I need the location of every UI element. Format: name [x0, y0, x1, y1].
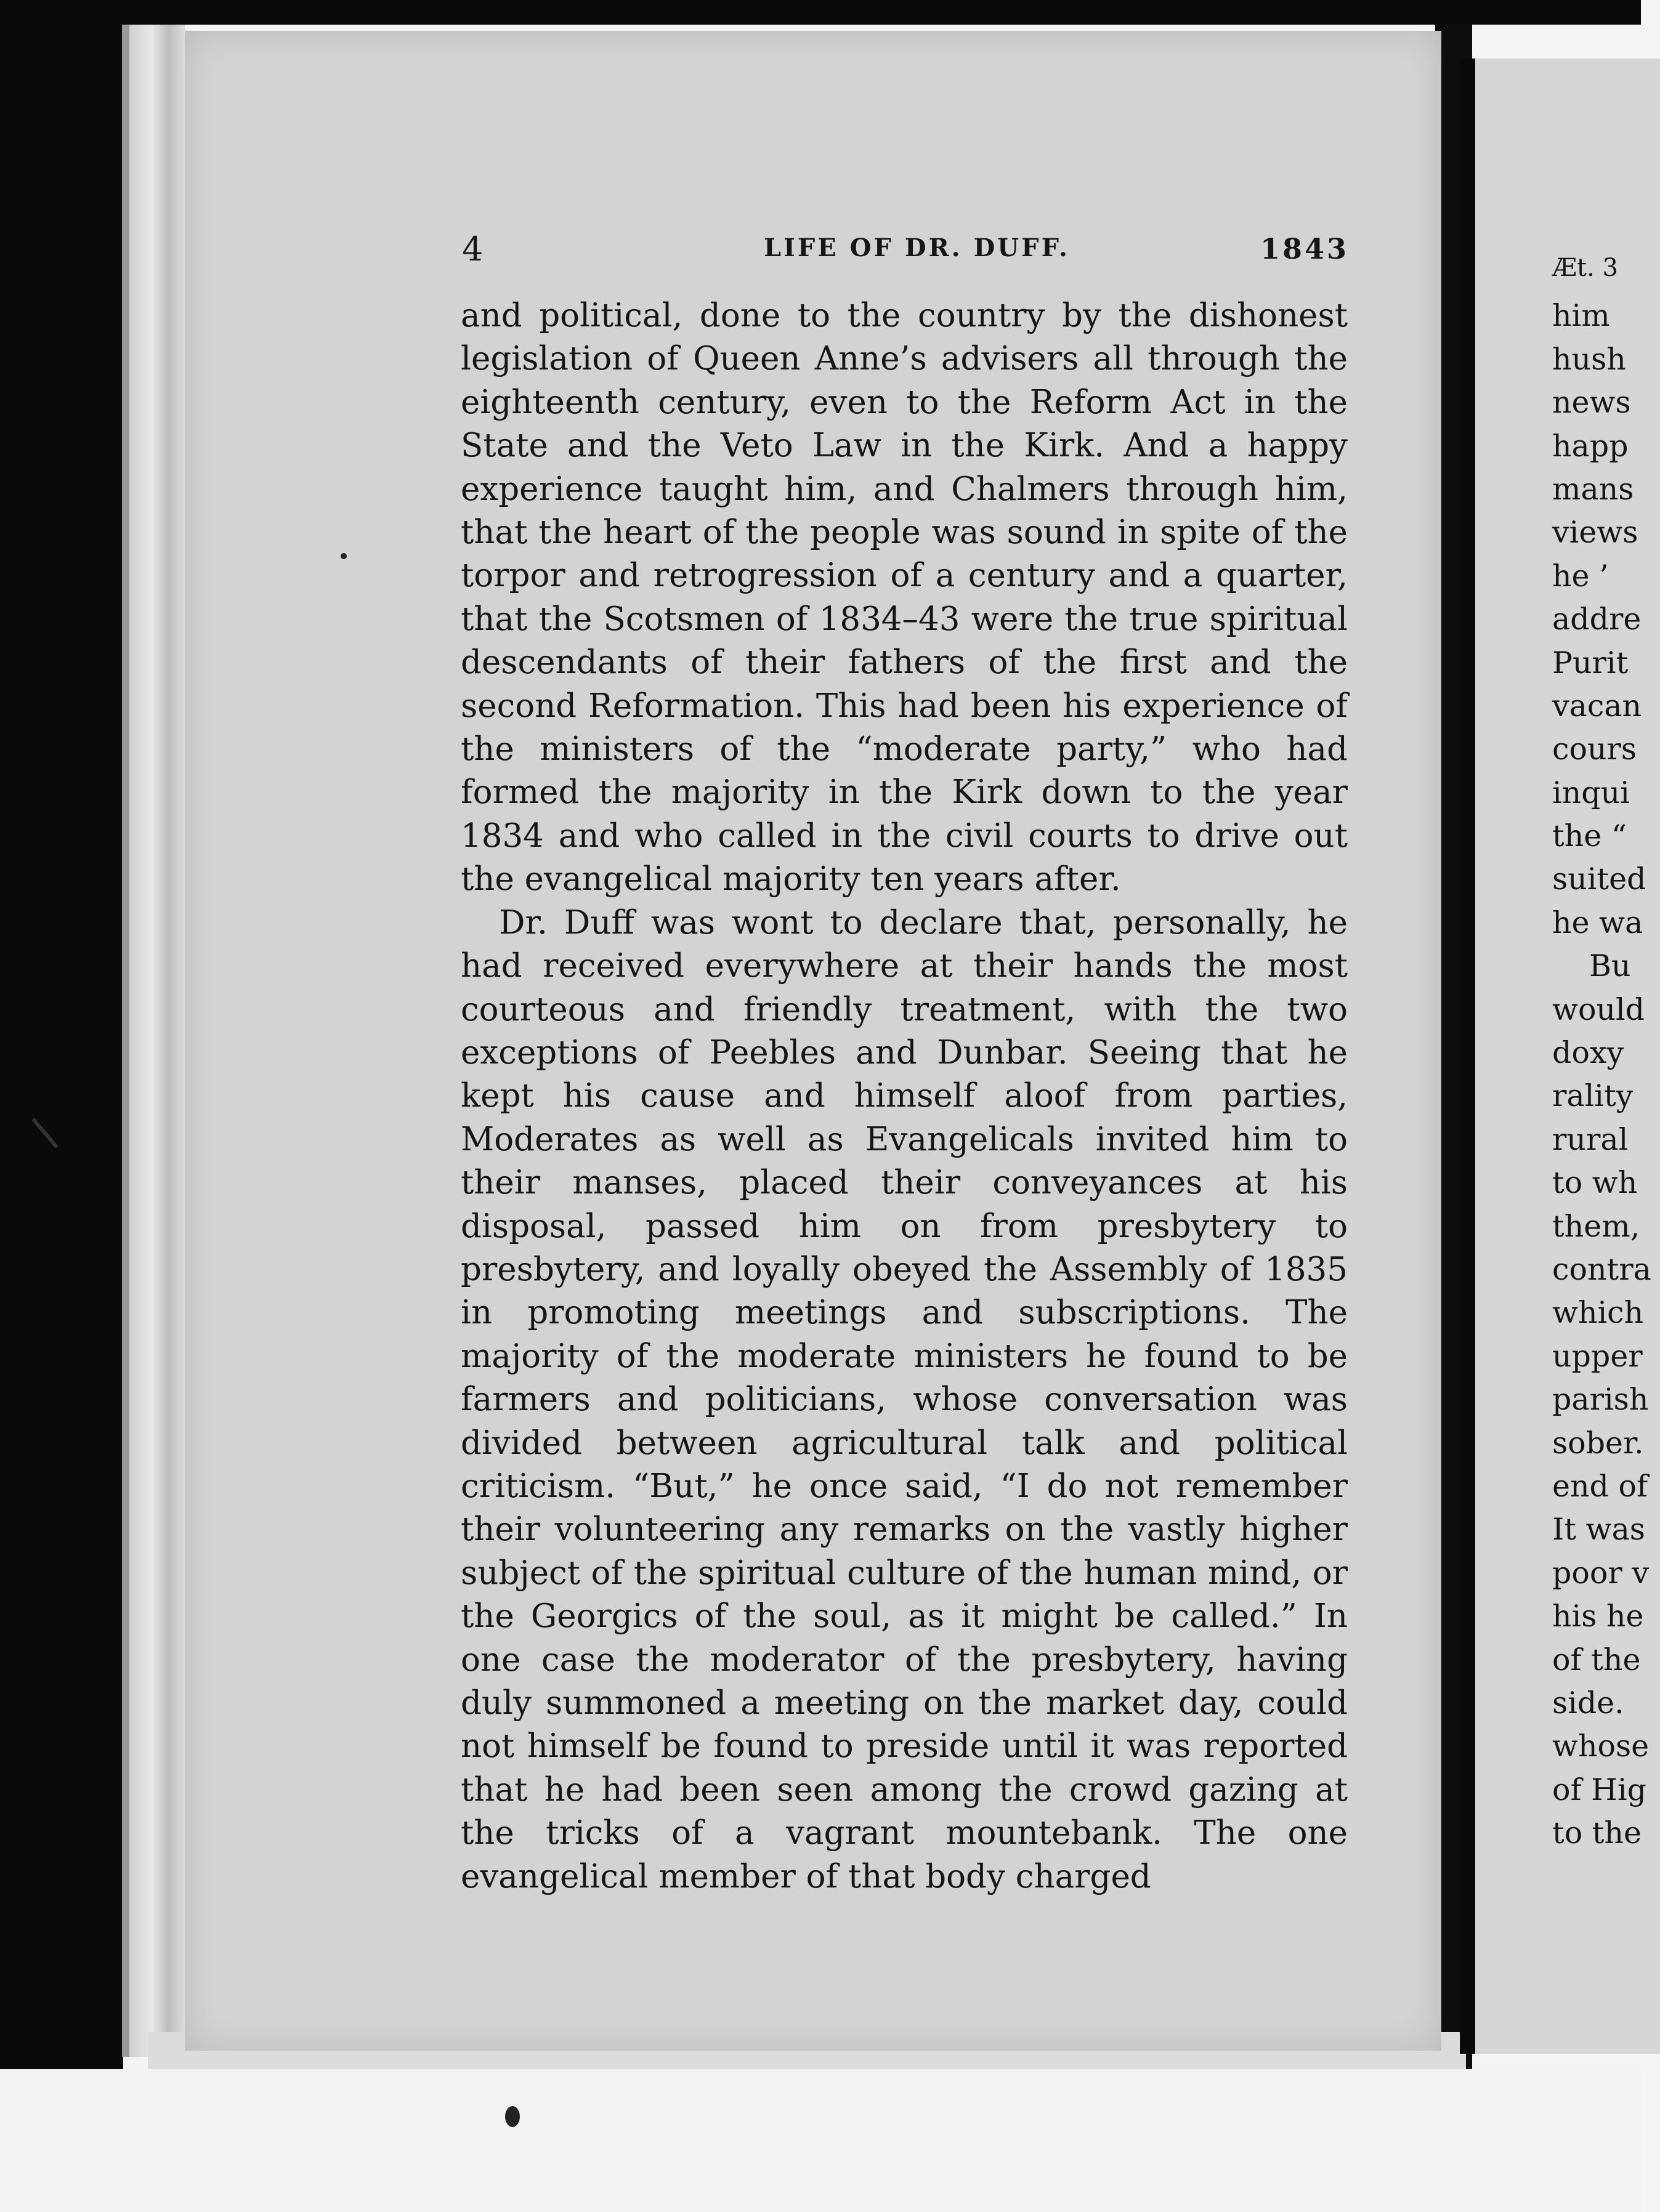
page-stack-edge [129, 25, 185, 2057]
facing-line: It was [1552, 1512, 1645, 1548]
facing-line: to wh [1552, 1165, 1638, 1201]
facing-line: end of [1552, 1468, 1648, 1504]
facing-line: Purit [1552, 645, 1629, 680]
scan-border-bottom [0, 2069, 1641, 2212]
scan-speck [341, 553, 347, 559]
facing-line: upper [1552, 1338, 1643, 1374]
facing-line: side. [1552, 1685, 1624, 1721]
facing-line: the “ [1552, 818, 1627, 854]
scan-speck [505, 2106, 520, 2127]
facing-line: which [1552, 1295, 1644, 1331]
facing-line: happ [1552, 428, 1629, 464]
paragraph-1: and political, done to the country by the dishonest legislation of Queen Anne’s advisers all through the eighteenth century, even to the Reform Act in the State and the Veto Law in the Kirk. And a happy experience taught him, and Chalmers through him, that the heart of the people was sound in spite of the torpor and retrogression of a century and a quarter, that the Scotsmen of 1834–43 were the true spiritual descendants of their fathers of the first and the second Reformation. This had been his experience of the ministers of the “moderate party,” who had formed the majority in the Kirk down to the year 1834 and who called in the civil courts to drive out the evangelical majority ten years after. [461, 297, 1348, 898]
paragraph-2: Dr. Duff was wont to declare that, personally, he had received everywhere at their hands the most courteous and friendly treatment, with the two exceptions of Peebles and Dunbar. Seeing that he kept his cause and himself aloof from parties, Moderates as well as Evangelicals invited him to their manses, placed their conveyances at his disposal, passed him on from presbytery to presbytery, and loyally obeyed the Assembly of 1835 in promoting meetings and subscriptions. The majority of the moderate ministers he found to be farmers and politicians, whose conversation was divided between agricultural talk and political criticism. “But,” he once said, “I do not remember their volunteering any remarks on the vastly higher subject of the spiritual culture of the human mind, or the Georgics of the soul, as it might be called.” In one case the moderator of the presbytery, having duly summoned a meeting on the market day, could not himself be found to preside until it was reported that he had been seen among the crowd gazing at the tricks of a vagrant mountebank. The one evangelical member of that body charged [461, 903, 1348, 1895]
facing-page-border [1460, 59, 1477, 2054]
facing-line: views [1552, 515, 1638, 551]
body-text [461, 294, 1348, 1899]
page-number: 4 [462, 230, 486, 268]
facing-line: of the [1552, 1642, 1641, 1677]
scan-border-top [0, 0, 1641, 25]
facing-line: whose [1552, 1729, 1650, 1764]
facing-line: suited [1552, 862, 1646, 897]
facing-line: mans [1552, 471, 1634, 507]
facing-line: them, [1552, 1208, 1640, 1244]
facing-line: he ’ [1552, 558, 1609, 594]
facing-line: vacan [1552, 688, 1642, 724]
facing-line: parish [1552, 1382, 1649, 1418]
facing-line: his he [1552, 1599, 1644, 1634]
scan-border-left [0, 0, 123, 2212]
facing-line: contra [1552, 1251, 1651, 1287]
facing-page-text [1552, 246, 1651, 1884]
facing-page-header: Æt. 3 [1552, 254, 1618, 282]
running-year: 1843 [1260, 232, 1349, 265]
page-edge [122, 25, 129, 2057]
facing-line: Bu [1589, 948, 1631, 984]
facing-line: he wa [1552, 905, 1643, 940]
running-head [462, 225, 1349, 268]
facing-line: news [1552, 385, 1631, 421]
facing-line: cours [1552, 732, 1637, 767]
running-title: LIFE OF DR. DUFF. [764, 233, 1070, 262]
facing-line: rality [1552, 1078, 1634, 1114]
facing-line: him [1552, 298, 1610, 334]
facing-line: sober. [1552, 1425, 1644, 1461]
facing-line: hush [1552, 341, 1626, 377]
facing-line: to the [1552, 1815, 1642, 1851]
facing-line: addre [1552, 602, 1642, 637]
facing-line: inqui [1552, 775, 1630, 810]
facing-line: doxy [1552, 1035, 1624, 1071]
facing-line: poor v [1552, 1555, 1650, 1591]
facing-line: would [1552, 991, 1645, 1027]
facing-line: of Hig [1552, 1772, 1646, 1807]
facing-line: rural [1552, 1121, 1629, 1157]
